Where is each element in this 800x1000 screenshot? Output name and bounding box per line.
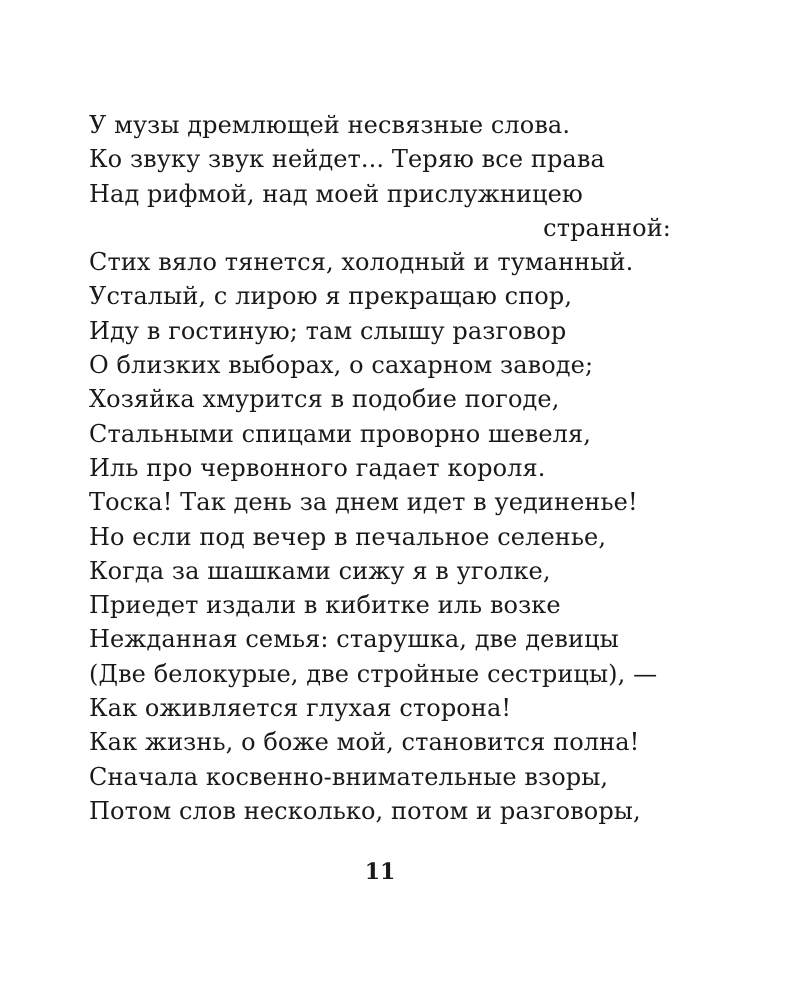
poem-line: Сначала косвенно-внимательные взоры,: [89, 762, 609, 791]
poem-line: О близких выборах, о сахарном заводе;: [89, 351, 594, 380]
page-number: 11: [364, 859, 396, 885]
poem-line: Потом слов несколько, потом и разговоры,: [89, 796, 641, 825]
poem-line: У музы дремлющей несвязные слова.: [89, 111, 571, 139]
poem-line: Приедет издали в кибитке иль возке: [89, 591, 561, 620]
poem-line: Стих вяло тянется, холодный и туманный.: [89, 248, 634, 277]
poem-line: Иду в гостиную; там слышу разговор: [89, 316, 567, 345]
poem-line: (Две белокурые, две стройные сестрицы), —: [89, 659, 658, 688]
poem-line: Хозяйка хмурится в подобие погоде,: [89, 385, 560, 414]
poem-line: Стальными спицами проворно шевеля,: [89, 419, 591, 448]
poem-line: Но если под вечер в печальное селенье,: [89, 522, 607, 551]
poem-line: Как оживляется глухая сторона!: [89, 694, 512, 723]
poem-line: Как жизнь, о боже мой, становится полна!: [89, 728, 640, 757]
poem-line: Усталый, с лирою я прекращаю спор,: [89, 282, 573, 311]
poem-text: [89, 108, 679, 828]
poem-line: Над рифмой, над моей прислужницею: [89, 179, 583, 208]
poem-line: Нежданная семья: старушка, две девицы: [89, 625, 619, 654]
poem-line: Когда за шашками сижу я в уголке,: [89, 556, 551, 585]
poem-line: Ко звуку звук нейдет... Теряю все права: [89, 145, 605, 174]
poem-line: Тоска! Так день за днем идет в уединенье!: [89, 488, 638, 517]
poem-line: Иль про червонного гадает короля.: [89, 453, 546, 482]
poem-line-continuation: странной:: [543, 213, 671, 242]
